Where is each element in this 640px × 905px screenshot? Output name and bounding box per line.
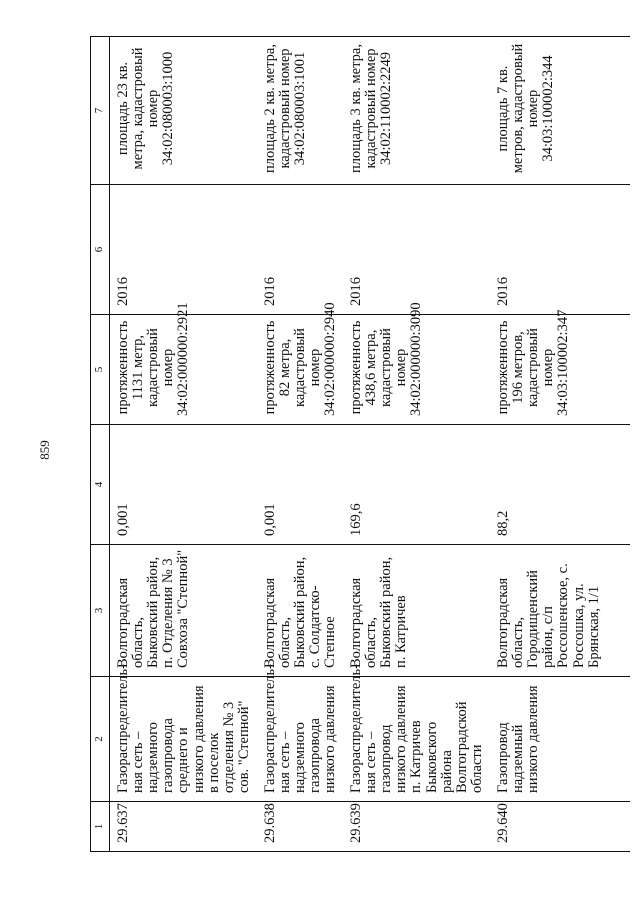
object-year: 2016 [490,185,630,315]
object-characteristics: протяженность 196 метров, кадастровый номер 34:03:100002:347 [490,315,630,425]
column-header: 6 [91,185,110,315]
object-address: Волгоградская область, Быковский район, с. Солдатско-Степное [257,545,343,677]
table-row [343,37,490,852]
object-value: 169,6 [343,425,490,545]
rotated-page [90,37,602,852]
page-number: 859 [37,440,52,460]
column-header: 5 [91,315,110,425]
land-plot: площадь 23 кв. метра, кадастровый номер 34:02:080003:1000 [109,37,256,185]
object-value: 0,001 [257,425,343,545]
row-id: 29.638 [257,802,343,852]
object-value: 88,2 [490,425,630,545]
table-row [109,37,256,852]
object-year: 2016 [257,185,343,315]
object-characteristics: протяженность 1131 метр, кадастровый номер 34:02:000000:2921 [109,315,256,425]
land-plot: площадь 7 кв. метров, кадастровый номер 34:03:100002:344 [490,37,630,185]
object-address: Волгоградская область, Быковский район, п. Отделения № 3 Совхоза "Степной" [109,545,256,677]
row-id: 29.640 [490,802,630,852]
land-plot: площадь 2 кв. метра, кадастровый номер 34:02:080003:1001 [257,37,343,185]
column-header: 2 [91,677,110,802]
object-value: 0,001 [109,425,256,545]
column-header: 4 [91,425,110,545]
object-characteristics: протяженность 82 метра, кадастровый номер 34:02:000000:2940 [257,315,343,425]
header-row [91,37,110,852]
object-name: Газораспределитель-ная сеть – надземного газопровода низкого давления [257,677,343,802]
object-year: 2016 [343,185,490,315]
object-characteristics: протяженность 438,6 метра, кадастровый номер 34:02:000000:3090 [343,315,490,425]
object-year: 2016 [109,185,256,315]
property-table [90,36,630,852]
object-address: Волгоградская область, Быковский район, п. Катричев [343,545,490,677]
column-header: 7 [91,37,110,185]
row-id: 29.639 [343,802,490,852]
object-name: Газораспределитель-ная сеть – газопровод низкого давления п. Катричев Быковского района Волгоградской области [343,677,490,802]
object-address: Волгоградская область, Городищенский район, с/п Россошенское, с. Россошка, ул. Брянская, 1/1 [490,545,630,677]
object-name: Газопровод надземный низкого давления [490,677,630,802]
column-header: 1 [91,802,110,852]
column-header: 3 [91,545,110,677]
object-name: Газораспределитель-ная сеть – надземного газопровода среднего и низкого давления в поселок отделения № 3 сов. "Степной" [109,677,256,802]
land-plot: площадь 3 кв. метра, кадастровый номер 34:02:110002:2249 [343,37,490,185]
table-row [257,37,343,852]
table-row [490,37,630,852]
row-id: 29.637 [109,802,256,852]
